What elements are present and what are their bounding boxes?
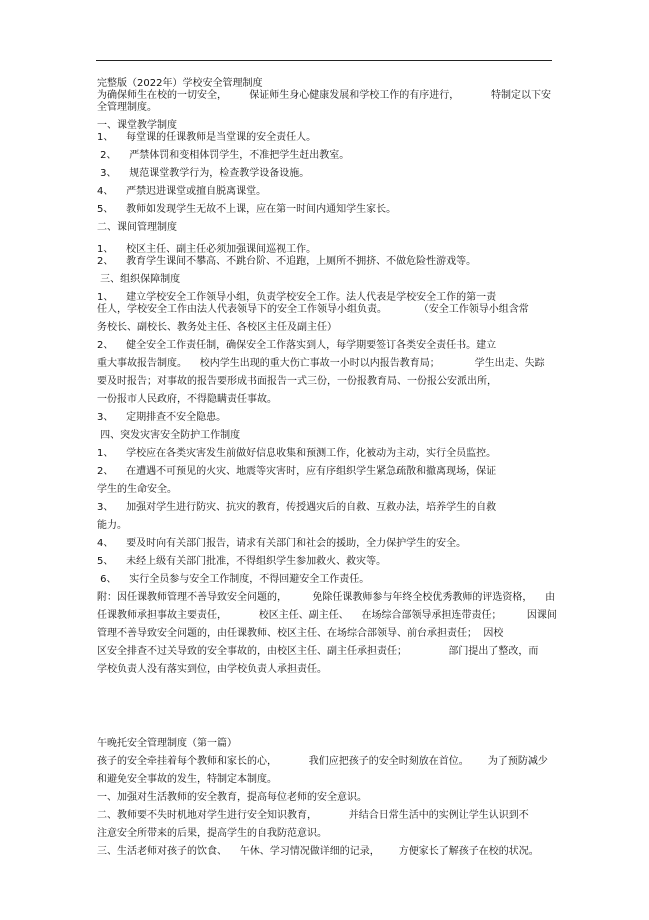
list-item: 6、 实行全员参与安全工作制度，不得回避安全工作责任。	[97, 574, 370, 585]
list-item: 二、教师要不失时机地对学生进行安全知识教育， 并结合日常生活中的实例让学生认识到不	[97, 810, 529, 821]
list-item: 5、 未经上级有关部门批准，不得组织学生参加救火、救灾等。	[97, 556, 387, 567]
list-item: 1、 每堂课的任课教师是当堂课的安全责任人。	[97, 132, 317, 143]
list-item: 4、 严禁迟进课堂或擅自脱离课堂。	[97, 186, 267, 197]
list-item: 3、 规范课堂教学行为，检查教学设备设施。	[97, 168, 310, 179]
list-item: 任人，学校安全工作由法人代表领导下的安全工作领导小组负责。 （安全工作领导小组含常	[97, 304, 529, 315]
section-heading: 三、组织保障制度	[97, 274, 181, 285]
doc-title: 午晚托安全管理制度（第一篇）	[97, 738, 237, 749]
list-item: 注意安全所带来的后果，提高学生的自我防范意识。	[97, 828, 327, 839]
list-item: 2、 健全安全工作责任制，确保安全工作落实到人，每学期要签订各类安全责任书。建立	[97, 340, 497, 351]
list-item: 2、 在遭遇不可预见的火灾、地震等灾害时，应有序组织学生紧急疏散和撤离现场，保证	[97, 466, 497, 477]
list-item: 2、 严禁体罚和变相体罚学生，不准把学生赶出教室。	[97, 150, 350, 161]
list-item: 务校长、副校长、教务处主任、各校区主任及副主任）	[97, 322, 337, 333]
note-line: 任课教师承担事故主要责任， 校区主任、副主任、 在场综合部领导承担连带责任； 因课间	[97, 610, 557, 621]
list-item: 三、生活老师对孩子的饮食、 午休、学习情况做详细的记录， 方便家长了解孩子在校的状况。	[97, 846, 539, 857]
list-item: 一、加强对生活教师的安全教育，提高每位老师的安全意识。	[97, 792, 367, 803]
list-item: 1、 建立学校安全工作领导小组，负责学校安全工作。法人代表是学校安全工作的第一责	[97, 292, 497, 303]
list-item: 学生的生命安全。	[97, 484, 177, 495]
list-item: 3、 加强对学生进行防灾、抗灾的教育，传授遇灾后的自救、互救办法，培养学生的自救	[97, 502, 497, 513]
list-item: 重大事故报告制度。 校内学生出现的重大伤亡事故一小时以内报告教育局； 学生出走、失踪	[97, 358, 545, 369]
header-rule	[96, 60, 552, 61]
section-heading: 二、课间管理制度	[97, 222, 177, 233]
section-heading: 一、课堂教学制度	[97, 120, 177, 131]
list-item: 1、 校区主任、副主任必须加强课间巡视工作。	[97, 244, 317, 255]
school-safety-section	[97, 78, 557, 676]
list-item: 要及时报告；对事故的报告要形成书面报告一式三份，一份报教育局、一份报公安派出所，	[97, 376, 497, 387]
note-line: 学校负责人没有落实到位，由学校负责人承担责任。	[97, 664, 327, 675]
note-line: 附：因任课教师管理不善导致安全问题的， 免除任课教师参与年终全校优秀教师的评选资格， 由	[97, 592, 556, 603]
list-item: 5、 教师如发现学生无故不上课，应在第一时间内通知学生家长。	[97, 204, 397, 215]
doc-title: 完整版（2022年）学校安全管理制度	[97, 78, 263, 89]
intro-line: 和避免安全事故的发生，特制定本制度。	[97, 774, 277, 785]
list-item: 1、 学校应在各类灾害发生前做好信息收集和预测工作，化被动为主动，实行全员监控。	[97, 448, 497, 459]
note-line: 区安全排查不过关导致的安全事故的，由校区主任、副主任承担责任； 部门提出了整改，而	[97, 646, 539, 657]
note-line: 管理不善导致安全问题的，由任课教师、校区主任、在场综合部领导、前台承担责任； 因校	[97, 628, 504, 639]
list-item: 2、 教育学生课间不攀高、不跳台阶、不追跑，上厕所不拥挤、不做危险性游戏等。	[97, 256, 477, 267]
list-item: 3、 定期排查不安全隐患。	[97, 412, 227, 423]
intro-line: 为确保师生在校的一切安全， 保证师生身心健康发展和学校工作的有序进行， 特制定以下安	[97, 90, 552, 101]
list-item: 能力。	[97, 520, 127, 531]
list-item: 一份报市人民政府，不得隐瞒责任事故。	[97, 394, 277, 405]
list-item: 4、 要及时向有关部门报告，请求有关部门和社会的援助，全力保护学生的安全。	[97, 538, 467, 549]
intro-line: 全管理制度。	[97, 102, 157, 113]
after-school-care-section	[97, 738, 553, 858]
section-heading: 四、突发灾害安全防护工作制度	[97, 430, 241, 441]
intro-line: 孩子的安全牵挂着每个教师和家长的心， 我们应把孩子的安全时刻放在首位。 为了预防减少	[97, 756, 548, 767]
